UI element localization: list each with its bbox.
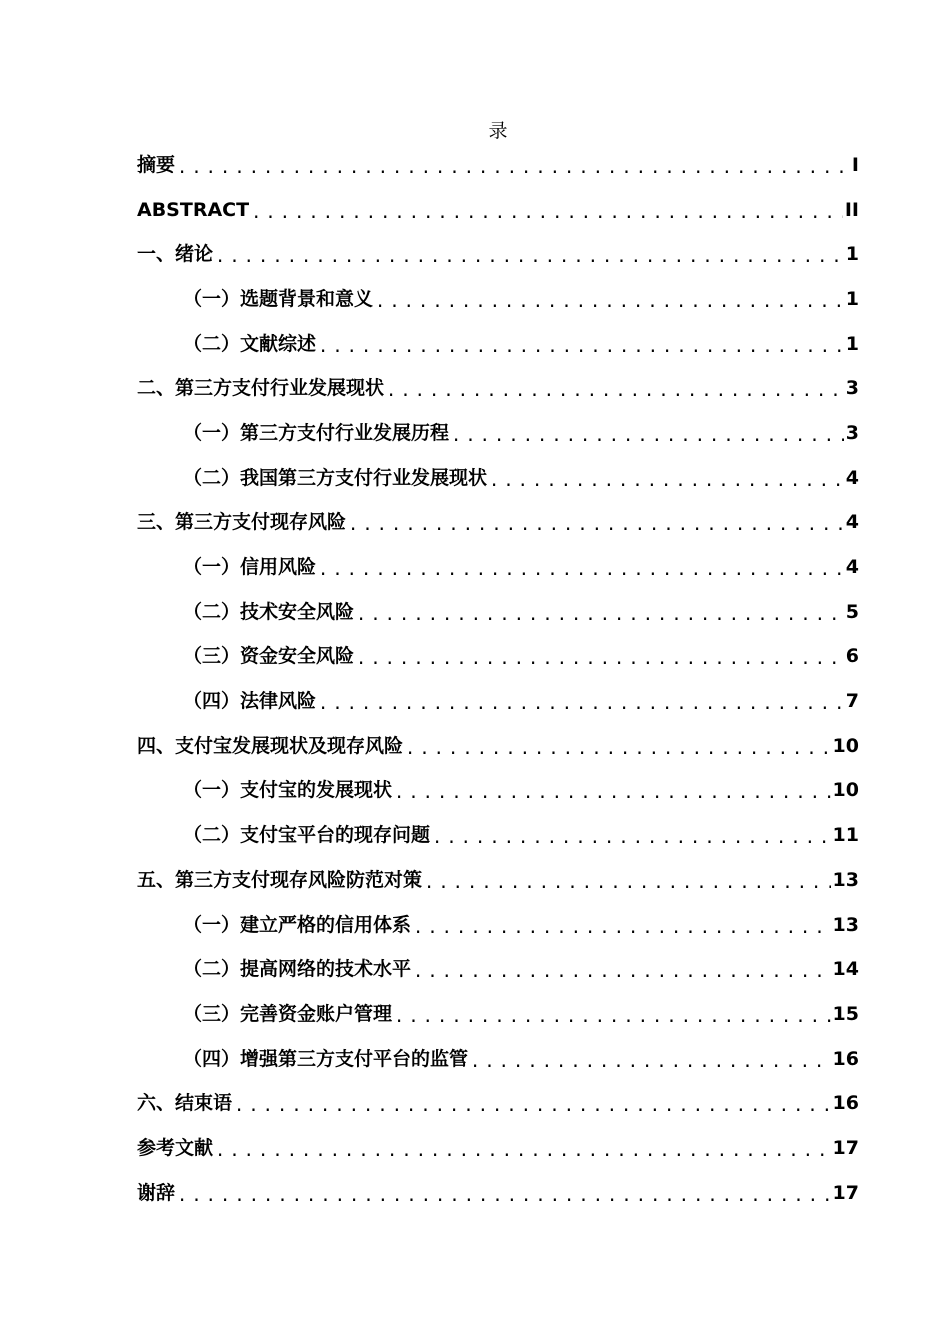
toc-dot-leader <box>432 830 831 847</box>
toc-entry-label: 摘要 <box>137 153 176 176</box>
toc-dot-leader <box>470 1054 831 1071</box>
toc-entry[interactable] <box>137 1126 859 1171</box>
toc-entry-label: 谢辞 <box>137 1181 176 1204</box>
toc-entry-label: 五、第三方支付现存风险防范对策 <box>137 868 423 891</box>
toc-entry-page-number: 6 <box>845 645 859 668</box>
toc-entry[interactable] <box>137 501 859 546</box>
toc-dot-leader <box>375 294 844 311</box>
toc-dot-leader <box>177 1188 831 1205</box>
toc-entry[interactable] <box>137 322 859 367</box>
toc-entry-page-number: 10 <box>832 734 859 757</box>
toc-entry[interactable] <box>137 277 859 322</box>
toc-entry[interactable] <box>137 366 859 411</box>
toc-entry-label: （二）支付宝平台的现存问题 <box>183 824 431 847</box>
toc-entry[interactable] <box>137 411 859 456</box>
toc-entry[interactable] <box>137 724 859 769</box>
toc-entry-page-number: 16 <box>832 1047 859 1070</box>
toc-entry-page-number: 15 <box>832 1002 859 1025</box>
toc-entry[interactable] <box>137 1037 859 1082</box>
toc-entry-page-number: 4 <box>845 556 859 579</box>
toc-entry[interactable] <box>137 903 859 948</box>
toc-entry-label: （四）法律风险 <box>183 690 317 713</box>
toc-entry-label: （一）建立严格的信用体系 <box>183 913 412 936</box>
toc-dot-leader <box>413 920 831 937</box>
toc-entry-page-number: I <box>851 153 859 176</box>
toc-entry-label: （二）技术安全风险 <box>183 600 355 623</box>
toc-entry-page-number: 1 <box>845 243 859 266</box>
toc-entry-label: ABSTRACT <box>137 198 250 221</box>
toc-entry-page-number: 11 <box>832 824 859 847</box>
toc-entry[interactable] <box>137 456 859 501</box>
toc-entry-page-number: 4 <box>845 511 859 534</box>
toc-entry-page-number: 17 <box>832 1136 859 1159</box>
toc-dot-leader <box>489 473 844 490</box>
toc-entry[interactable] <box>137 813 859 858</box>
toc-entry[interactable] <box>137 1171 859 1216</box>
toc-entry-label: （一）支付宝的发展现状 <box>183 779 393 802</box>
toc-entry[interactable] <box>137 1081 859 1126</box>
toc-entry-page-number: II <box>844 198 859 221</box>
toc-entry-page-number: 1 <box>845 287 859 310</box>
toc-entry-page-number: 16 <box>832 1092 859 1115</box>
toc-entry[interactable] <box>137 232 859 277</box>
toc-dot-leader <box>318 562 844 579</box>
toc-entry[interactable] <box>137 992 859 1037</box>
toc-entry-label: （四）增强第三方支付平台的监管 <box>183 1047 469 1070</box>
toc-entry-page-number: 1 <box>845 332 859 355</box>
toc-entry-page-number: 13 <box>832 913 859 936</box>
toc-entry-page-number: 3 <box>845 377 859 400</box>
toc-dot-leader <box>394 1009 831 1026</box>
toc-dot-leader <box>413 964 831 981</box>
toc-entry-label: 参考文献 <box>137 1136 214 1159</box>
toc-entry-label: （三）完善资金账户管理 <box>183 1002 393 1025</box>
toc-dot-leader <box>356 651 844 668</box>
toc-dot-leader <box>348 517 844 534</box>
toc-entry-label: （二）我国第三方支付行业发展现状 <box>183 466 488 489</box>
toc-dot-leader <box>318 696 844 713</box>
toc-entry-page-number: 14 <box>832 958 859 981</box>
toc-entry-label: 三、第三方支付现存风险 <box>137 511 347 534</box>
toc-entry[interactable] <box>137 947 859 992</box>
toc-entry[interactable] <box>137 545 859 590</box>
toc-entry-page-number: 13 <box>832 868 859 891</box>
table-of-contents <box>137 143 859 1216</box>
toc-entry-label: 一、绪论 <box>137 243 214 266</box>
toc-entry-page-number: 3 <box>845 421 859 444</box>
toc-entry-label: 二、第三方支付行业发展现状 <box>137 377 385 400</box>
toc-entry[interactable] <box>137 679 859 724</box>
toc-entry-label: （二）提高网络的技术水平 <box>183 958 412 981</box>
toc-dot-leader <box>386 383 844 400</box>
toc-entry[interactable] <box>137 635 859 680</box>
toc-dot-leader <box>251 205 843 222</box>
toc-dot-leader <box>451 428 844 445</box>
toc-dot-leader <box>234 1098 831 1115</box>
toc-entry-page-number: 7 <box>845 690 859 713</box>
toc-dot-leader <box>215 249 844 266</box>
toc-dot-leader <box>424 875 831 892</box>
toc-entry[interactable] <box>137 590 859 635</box>
toc-entry-label: （一）选题背景和意义 <box>183 287 374 310</box>
toc-dot-leader <box>177 160 850 177</box>
toc-entry-page-number: 4 <box>845 466 859 489</box>
toc-dot-leader <box>318 339 844 356</box>
toc-entry-page-number: 17 <box>832 1181 859 1204</box>
toc-entry[interactable] <box>137 188 859 233</box>
toc-entry-label: （一）第三方支付行业发展历程 <box>183 421 450 444</box>
toc-entry-label: 四、支付宝发展现状及现存风险 <box>137 734 404 757</box>
toc-dot-leader <box>356 607 844 624</box>
page-title: 录 <box>488 120 508 142</box>
toc-entry[interactable] <box>137 143 859 188</box>
toc-entry-label: （一）信用风险 <box>183 556 317 579</box>
toc-entry[interactable] <box>137 858 859 903</box>
toc-dot-leader <box>405 741 831 758</box>
toc-entry-page-number: 5 <box>845 600 859 623</box>
toc-dot-leader <box>215 1143 831 1160</box>
toc-entry[interactable] <box>137 769 859 814</box>
toc-entry-label: （三）资金安全风险 <box>183 645 355 668</box>
toc-entry-page-number: 10 <box>832 779 859 802</box>
toc-entry-label: 六、结束语 <box>137 1092 233 1115</box>
toc-dot-leader <box>394 785 831 802</box>
toc-entry-label: （二）文献综述 <box>183 332 317 355</box>
